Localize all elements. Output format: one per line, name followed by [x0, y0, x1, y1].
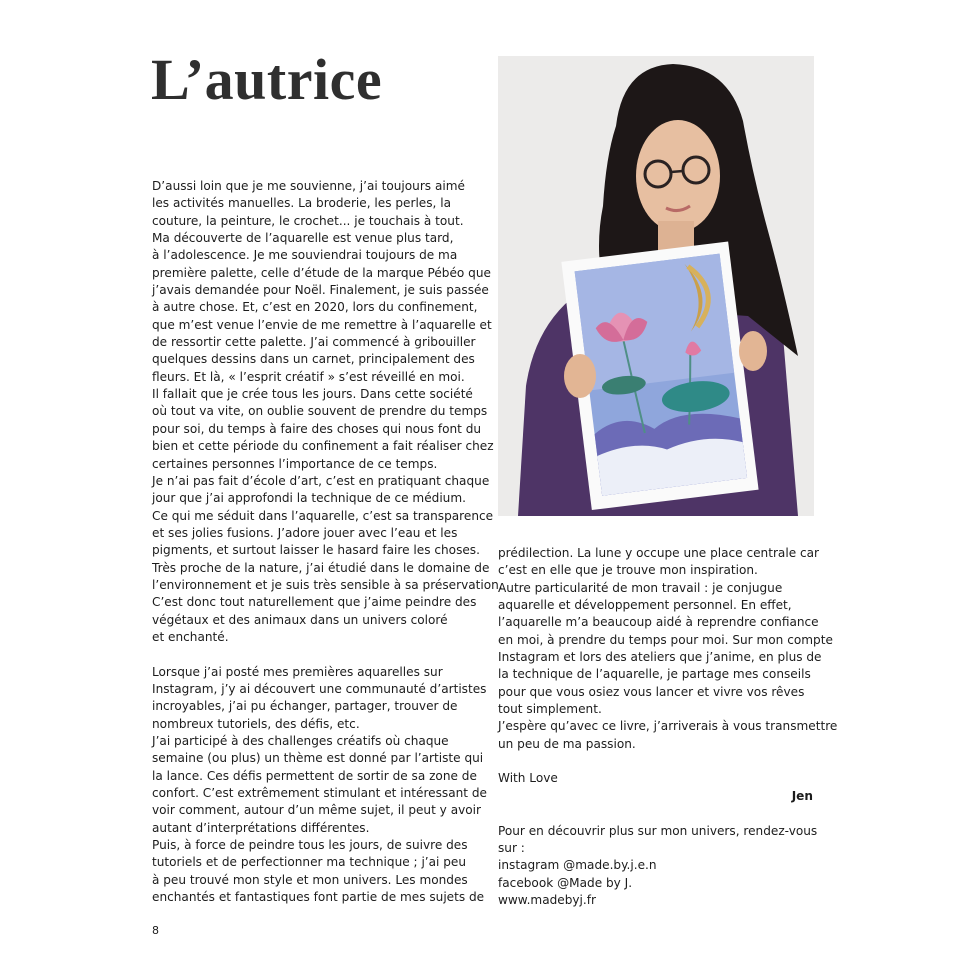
text-line: pigments, et surtout laisser le hasard faire les choses.: [152, 543, 480, 558]
text-line: certaines personnes l’importance de ce temps.: [152, 456, 438, 471]
paragraph-gap: [152, 646, 470, 663]
text-line: Très proche de la nature, j’ai étudié dans le domaine de: [152, 560, 490, 575]
contact-intro-line: Pour en découvrir plus sur mon univers, rendez-vous: [498, 823, 818, 838]
text-line: de ressortir cette palette. J’ai commencé à gribouiller: [152, 335, 476, 350]
text-line: C’est donc tout naturellement que j’aime peindre des: [152, 595, 477, 610]
text-line: Ce qui me séduit dans l’aquarelle, c’est sa transparence: [152, 508, 494, 523]
text-line: Il fallait que je crée tous les jours. Dans cette société: [152, 387, 473, 402]
text-line: c’est en elle que je trouve mon inspiration.: [498, 563, 758, 578]
text-line: incroyables, j’ai pu échanger, partager, trouver de: [152, 699, 458, 714]
left-text-column: [152, 178, 503, 906]
text-line: autant d’interprétations différentes.: [152, 820, 370, 835]
text-line: aquarelle et développement personnel. En effet,: [498, 598, 792, 613]
text-line: l’aquarelle m’a beaucoup aidé à reprendre confiance: [498, 615, 819, 630]
text-line: Instagram et lors des ateliers que j’anime, en plus de: [498, 650, 822, 665]
text-line: pour que vous osiez vous lancer et vivre vos rêves: [498, 684, 805, 699]
text-line: prédilection. La lune y occupe une place centrale car: [498, 546, 820, 560]
instagram-handle: instagram @made.by.j.e.n: [498, 858, 657, 873]
text-line: tutoriels et de perfectionner ma technique ; j’ai peu: [152, 855, 467, 870]
text-line: voir comment, autour d’un même sujet, il peut y avoir: [152, 803, 481, 818]
text-line: que m’est venue l’envie de me remettre à l’aquarelle et: [152, 317, 492, 332]
text-line: Puis, à force de peindre tous les jours, de suivre des: [152, 838, 468, 853]
text-line: fleurs. Et là, « l’esprit créatif » s’est réveillé en moi.: [152, 369, 465, 384]
author-photo: [498, 56, 814, 516]
text-line: semaine (ou plus) un thème est donné par l’artiste qui: [152, 751, 484, 766]
text-line: tout simplement.: [498, 702, 602, 717]
text-line: enchantés et fantastiques font partie de mes sujets de: [152, 890, 485, 905]
text-line: un peu de ma passion.: [498, 736, 636, 751]
text-line: la lance. Ces défis permettent de sortir de sa zone de: [152, 768, 477, 783]
page-title: L’autrice: [151, 47, 383, 112]
text-line: j’avais demandée pour Noël. Finalement, je suis passée: [152, 283, 489, 298]
text-line: en moi, à prendre du temps pour moi. Sur mon compte: [498, 632, 833, 647]
text-line: quelques dessins dans un carnet, principalement des: [152, 352, 475, 367]
text-line: où tout va vite, on oublie souvent de prendre du temps: [152, 404, 488, 419]
text-line: les activités manuelles. La broderie, les perles, la: [152, 196, 452, 211]
text-line: J’ai participé à des challenges créatifs où chaque: [152, 734, 449, 748]
text-line: Autre particularité de mon travail : je conjugue: [498, 580, 783, 595]
right-text-column: [498, 545, 838, 909]
text-line: et enchanté.: [152, 629, 229, 644]
signature: Jen: [791, 788, 813, 803]
text-line: Je n’ai pas fait d’école d’art, c’est en pratiquant chaque: [152, 473, 490, 488]
text-line: confort. C’est extrêmement stimulant et intéressant de: [152, 786, 487, 801]
text-line: Instagram, j’y ai découvert une communauté d’artistes: [152, 681, 487, 696]
text-line: nombreux tutoriels, des défis, etc.: [152, 716, 360, 731]
text-line: à l’adolescence. Je me souviendrai toujours de ma: [152, 248, 458, 263]
website-url: www.madebyj.fr: [498, 892, 596, 907]
text-line: l’environnement et je suis très sensible à sa préservation.: [152, 577, 503, 592]
facebook-handle: facebook @Made by J.: [498, 875, 633, 890]
text-line: D’aussi loin que je me souvienne, j’ai toujours aimé: [152, 179, 465, 193]
text-line: la technique de l’aquarelle, je partage mes conseils: [498, 667, 811, 682]
text-line: bien et cette période du confinement a fait réaliser chez: [152, 439, 494, 454]
text-line: jour que j’ai approfondi la technique de ce médium.: [152, 491, 466, 506]
text-line: couture, la peinture, le crochet... je touchais à tout.: [152, 213, 464, 228]
paragraph-gap: [498, 753, 816, 770]
text-line: à autre chose. Et, c’est en 2020, lors du confinement,: [152, 300, 478, 315]
page-number: 8: [152, 924, 159, 937]
paragraph-gap: [498, 805, 816, 822]
text-line: Ma découverte de l’aquarelle est venue plus tard,: [152, 231, 454, 246]
text-line: Lorsque j’ai posté mes premières aquarelles sur: [152, 664, 443, 679]
text-line: et ses jolies fusions. J’adore jouer avec l’eau et les: [152, 525, 458, 540]
text-line: J’espère qu’avec ce livre, j’arriverais à vous transmettre: [498, 719, 838, 734]
closing-text: With Love: [498, 771, 558, 786]
text-line: pour soi, du temps à faire des choses qui nous font du: [152, 421, 482, 436]
text-line: végétaux et des animaux dans un univers coloré: [152, 612, 448, 627]
text-line: première palette, celle d’étude de la marque Pébéo que: [152, 265, 491, 280]
contact-intro-line: sur :: [498, 840, 525, 855]
text-line: à peu trouvé mon style et mon univers. Les mondes: [152, 872, 468, 887]
